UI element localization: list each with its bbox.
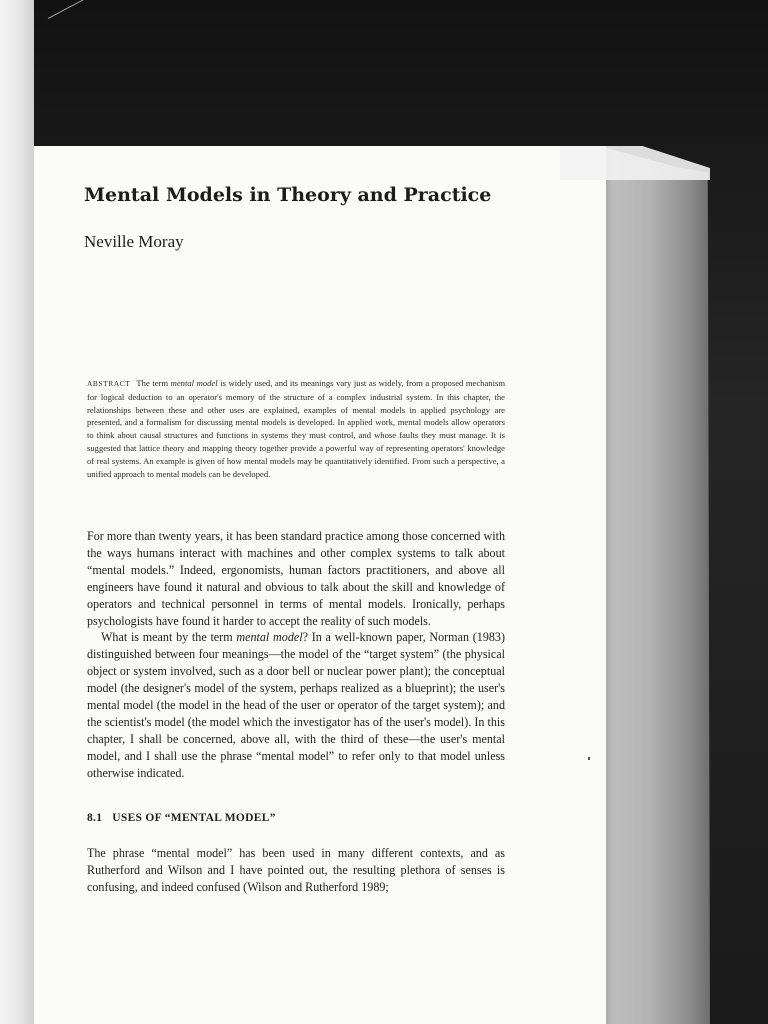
body-text-top (87, 528, 505, 782)
body-text-bottom (87, 845, 505, 896)
abstract-text-2: is widely used, and its meanings vary just as widely, from a proposed mechanism for logical deduction to an operator's memory of the structure of a complex industrial system. In this chapter, the relationships between these and other uses are explained, examples of mental models in applied psychology are presented, and a formalism for discussing mental models is developed. In applied work, mental models allow operators to think about causal structures and functions in systems they must control, and whose faults they must manage. It is suggested that lattice theory and mapping theory together provide a powerful way of representing operators' knowledge of real systems. An example is given of how mental models may be quantitatively identified. From such a perspective, a unified approach to mental models can be developed. (87, 378, 506, 479)
section-number: 8.1 (87, 812, 103, 824)
abstract-label: ABSTRACT (87, 379, 131, 388)
abstract-term: mental model (170, 378, 218, 388)
paragraph-2-term: mental model (236, 630, 303, 645)
abstract-text-1: The term (136, 378, 171, 388)
paragraph-2-rest: ? In a well-known paper, Norman (1983) distinguished between four meanings—the model of the “target system” (the physical object or system involved, such as a door bell or nuclear power plant); the conceptual model (the designer's model of the system, perhaps realized as a blueprint); the user's mental model (the model in the head of the user or operator of the target system); and the scientist's model (the model which the investigator has of the user's model). In this chapter, I shall be concerned, above all, with the third of these—the user's mental model, and I shall use the phrase “mental model” to refer only to that model unless otherwise indicated. (87, 630, 505, 780)
scan-speck (588, 757, 590, 760)
page-corner-curl (560, 140, 710, 180)
article-title: Mental Models in Theory and Practice (84, 184, 492, 206)
paragraph-2 (87, 629, 505, 781)
section-heading (87, 812, 276, 824)
paragraph-1: For more than twenty years, it has been standard practice among those concerned with the ways humans interact with machines and other complex systems to talk about “mental models.” Indeed, ergonomists, human factors practitioners, and above all engineers have found it natural and obvious to talk about the skill and knowledge of operators and technical personnel in terms of mental models. Ironically, perhaps psychologists have found it harder to accept the reality of such models. (87, 529, 505, 628)
book-spine-fold (600, 146, 710, 1024)
book-left-edge (0, 0, 34, 1024)
paragraph-3: The phrase “mental model” has been used in many different contexts, and as Rutherford and Wilson and I have pointed out, the resulting plethora of senses is confusing, and indeed confused (Wilson and Rutherford 1989; (87, 846, 505, 894)
author-name: Neville Moray (84, 232, 184, 251)
scan-scratch (48, 0, 94, 19)
section-title: USES OF “MENTAL MODEL” (112, 812, 276, 824)
abstract (87, 377, 505, 480)
paragraph-2-start: What is meant by the term (101, 630, 237, 645)
